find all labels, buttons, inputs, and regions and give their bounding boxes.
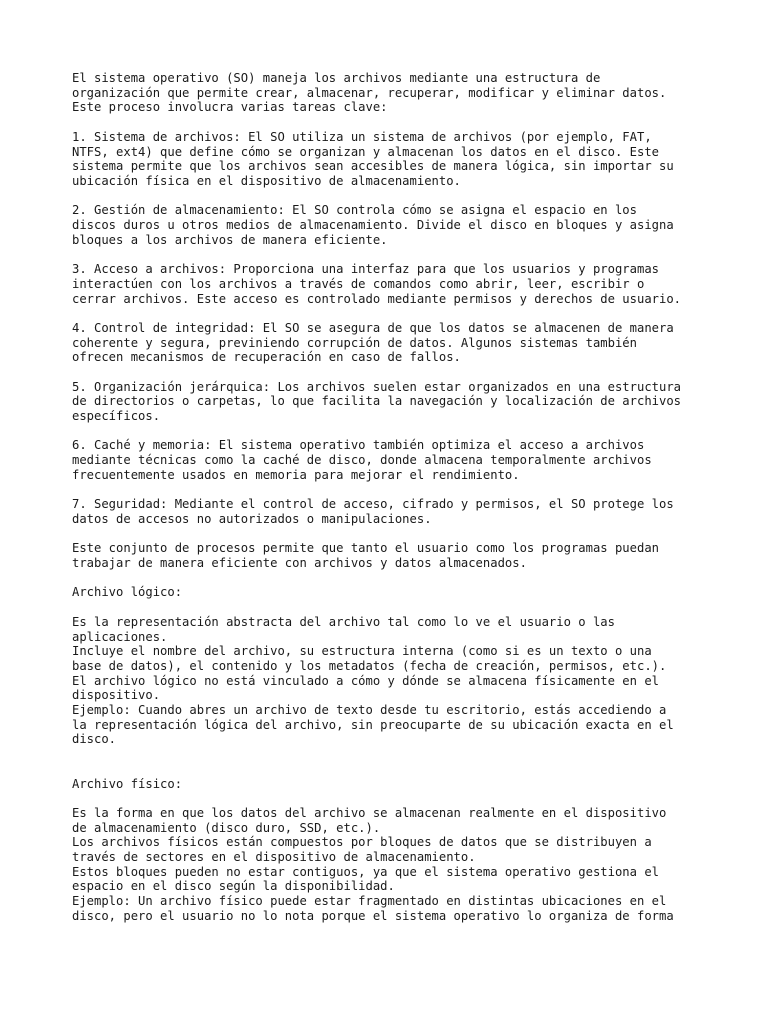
list-item: 5. Organización jerárquica: Los archivos suelen estar organizados en una estructura de directorios o carpetas, lo que facilita la navegación y localización de archivos específicos. bbox=[72, 379, 682, 424]
list-item: 1. Sistema de archivos: El SO utiliza un sistema de archivos (por ejemplo, FAT, NTFS, ext4) que define cómo se organizan y almacenan los datos en el disco. Este sistema permite que los archivos sean accesibles de manera lógica, sin importar su ubicación física en el dispositivo de almacenamiento. bbox=[72, 129, 674, 188]
section-line: El archivo lógico no está vinculado a cómo y dónde se almacena físicamente en el dispositivo. bbox=[72, 673, 659, 703]
list-item: 4. Control de integridad: El SO se asegura de que los datos se almacenen de manera coherente y segura, previniendo corrupción de datos. Algunos sistemas también ofrecen mecanismos de recuperación en caso de fallos. bbox=[72, 320, 674, 365]
conclusion-paragraph: Este conjunto de procesos permite que tanto el usuario como los programas puedan trabajar de manera eficiente con archivos y datos almacenados. bbox=[72, 541, 659, 571]
section-line: Es la representación abstracta del archivo tal como lo ve el usuario o las aplicaciones. bbox=[72, 614, 615, 644]
list-item: 3. Acceso a archivos: Proporciona una interfaz para que los usuarios y programas interactúen con los archivos a través de comandos como abrir, leer, escribir o cerrar archivos. Este acceso es controlado mediante permisos y derechos de usuario. bbox=[72, 262, 682, 306]
section-line: Ejemplo: Un archivo físico puede estar fragmentado en distintas ubicaciones en el disco, pero el usuario no lo nota porque el sistema operativo lo organiza de forma bbox=[72, 894, 674, 923]
document-page bbox=[72, 71, 712, 924]
list-item: 7. Seguridad: Mediante el control de acceso, cifrado y permisos, el SO protege los datos de accesos no autorizados o manipulaciones. bbox=[72, 497, 674, 526]
section-heading-physical: Archivo físico: bbox=[72, 776, 183, 791]
section-line: Incluye el nombre del archivo, su estructura interna (como si es un texto o una base de datos), el contenido y los metadatos (fecha de creación, permisos, etc.). bbox=[72, 644, 667, 673]
section-physical bbox=[72, 806, 712, 924]
section-line: Ejemplo: Cuando abres un archivo de texto desde tu escritorio, estás accediendo a la representación lógica del archivo, sin preocuparte de su ubicación exacta en el disco. bbox=[72, 703, 674, 747]
section-logical bbox=[72, 615, 712, 747]
section-line: Es la forma en que los datos del archivo se almacenan realmente en el dispositivo de almacenamiento (disco duro, SSD, etc.). bbox=[72, 805, 667, 835]
list-item: 2. Gestión de almacenamiento: El SO controla cómo se asigna el espacio en los discos duros u otros medios de almacenamiento. Divide el disco en bloques y asigna bloques a los archivos de manera eficiente. bbox=[72, 203, 674, 247]
section-heading-logical: Archivo lógico: bbox=[72, 585, 183, 600]
list-item: 6. Caché y memoria: El sistema operativo también optimiza el acceso a archivos mediante técnicas como la caché de disco, donde almacena temporalmente archivos frecuentemente usados en memoria para mejorar el rendimiento. bbox=[72, 438, 652, 482]
section-line: Estos bloques pueden no estar contiguos, ya que el sistema operativo gestiona el espacio en el disco según la disponibilidad. bbox=[72, 864, 659, 894]
section-line: Los archivos físicos están compuestos por bloques de datos que se distribuyen a través de sectores en el dispositivo de almacenamiento. bbox=[72, 835, 652, 865]
intro-paragraph: El sistema operativo (SO) maneja los archivos mediante una estructura de organización que permite crear, almacenar, recuperar, modificar y eliminar datos. Este proceso involucra varias tareas clave: bbox=[72, 71, 667, 115]
